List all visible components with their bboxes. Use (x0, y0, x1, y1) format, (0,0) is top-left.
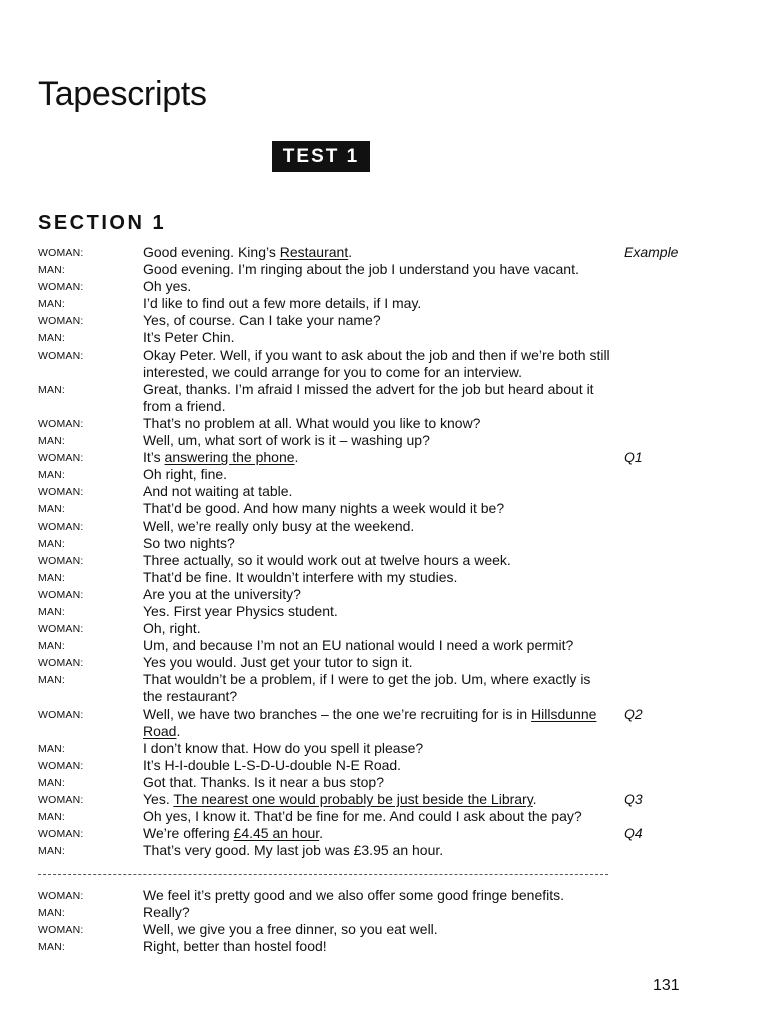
answer-underline: The nearest one would probably be just beside the Library (173, 791, 533, 807)
spoken-text (143, 569, 613, 586)
dialogue-line (38, 535, 738, 552)
dialogue-line (38, 740, 738, 757)
text-segment: So two nights? (143, 534, 235, 551)
text-segment: . (319, 825, 324, 842)
dialogue-line (38, 415, 738, 432)
answer-underline: Hillsdunne Road (143, 705, 597, 739)
spoken-text (143, 261, 613, 278)
text-segment: Yes you would. Just get your tutor to sign it. (143, 654, 413, 671)
text-segment: Are you at the university? (143, 585, 301, 602)
text-segment: Got that. Thanks. Is it near a bus stop? (143, 773, 384, 790)
spoken-text (143, 312, 613, 329)
dialogue-line (38, 295, 738, 312)
question-marker: Example (624, 244, 679, 260)
dialogue-line (38, 500, 738, 517)
text-segment: We’re offering (143, 825, 234, 842)
spoken-text (143, 842, 613, 859)
speaker-label: WOMAN: (38, 349, 84, 362)
dialogue-line (38, 654, 738, 671)
spoken-text (143, 808, 613, 825)
speaker-label: WOMAN: (38, 486, 84, 499)
section-heading: SECTION 1 (38, 212, 167, 234)
text-segment: That’s no problem at all. What would you like to know? (143, 414, 481, 431)
spoken-text (143, 432, 613, 449)
text-segment: It’s H-I-double L-S-D-U-double N-E Road. (143, 756, 402, 773)
spoken-text (143, 938, 613, 955)
text-segment: That wouldn’t be a problem, if I were to get the job. Um, where exactly is the restaurant? (143, 671, 591, 705)
spoken-text (143, 347, 613, 381)
answer-underline: answering the phone (164, 449, 295, 466)
text-segment: . (348, 244, 353, 260)
spoken-text (143, 757, 613, 774)
dialogue-line (38, 261, 738, 278)
text-segment: Great, thanks. I’m afraid I missed the advert for the job but heard about it from a friend. (143, 380, 594, 414)
dialogue-transcript (38, 244, 738, 859)
dialogue-line (38, 706, 738, 740)
speaker-label: WOMAN: (38, 623, 84, 636)
text-segment: Yes, of course. Can I take your name? (143, 312, 381, 329)
speaker-label: WOMAN: (38, 315, 84, 328)
speaker-label: WOMAN: (38, 588, 84, 601)
spoken-text (143, 774, 613, 791)
speaker-label: MAN: (38, 503, 66, 516)
speaker-label: MAN: (38, 941, 66, 954)
dialogue-line (38, 483, 738, 500)
speaker-label: MAN: (38, 674, 66, 687)
text-segment: Okay Peter. Well, if you want to ask about the job and then if we’re both still interested, we could arrange for you to come for an interview. (143, 346, 610, 380)
speaker-label: MAN: (38, 776, 66, 789)
dialogue-line (38, 757, 738, 774)
spoken-text (143, 381, 613, 415)
dialogue-line (38, 637, 738, 654)
spoken-text (143, 791, 613, 808)
spoken-text (143, 466, 613, 483)
spoken-text (143, 483, 613, 500)
text-segment: Yes. First year Physics student. (143, 602, 338, 619)
text-segment: Well, we’re really only busy at the weekend. (143, 517, 415, 534)
speaker-label: WOMAN: (38, 708, 84, 721)
spoken-text (143, 921, 613, 938)
dialogue-line (38, 620, 738, 637)
test-label-badge: TEST 1 (272, 141, 370, 172)
text-segment: Well, we give you a free dinner, so you eat well. (143, 921, 438, 938)
dialogue-line (38, 671, 738, 705)
text-segment: We feel it’s pretty good and we also offer some good fringe benefits. (143, 887, 565, 903)
dialogue-line (38, 432, 738, 449)
dialogue-line (38, 791, 738, 808)
spoken-text (143, 295, 613, 312)
spoken-text (143, 904, 613, 921)
question-marker: Q1 (624, 449, 643, 466)
text-segment: And not waiting at table. (143, 483, 293, 500)
dialogue-line (38, 381, 738, 415)
text-segment: That’s very good. My last job was £3.95 an hour. (143, 842, 444, 859)
speaker-label: WOMAN: (38, 452, 84, 465)
text-segment: Right, better than hostel food! (143, 938, 327, 955)
section-divider (38, 874, 608, 875)
text-segment: It’s (143, 449, 165, 466)
dialogue-line (38, 825, 738, 842)
spoken-text (143, 415, 613, 432)
dialogue-line (38, 774, 738, 791)
dialogue-line (38, 244, 738, 261)
speaker-label: WOMAN: (38, 924, 84, 937)
answer-underline: Restaurant (279, 244, 349, 260)
text-segment: Good evening. I’m ringing about the job I understand you have vacant. (143, 261, 579, 278)
spoken-text (143, 637, 613, 654)
speaker-label: WOMAN: (38, 520, 84, 533)
speaker-label: MAN: (38, 742, 66, 755)
speaker-label: WOMAN: (38, 657, 84, 670)
text-segment: I’d like to find out a few more details, if I may. (143, 295, 422, 312)
spoken-text (143, 654, 613, 671)
spoken-text (143, 278, 613, 295)
dialogue-line (38, 569, 738, 586)
text-segment: Oh right, fine. (143, 466, 228, 483)
dialogue-transcript-continued (38, 887, 738, 955)
speaker-label: WOMAN: (38, 554, 84, 567)
spoken-text (143, 500, 613, 517)
dialogue-line (38, 842, 738, 859)
speaker-label: WOMAN: (38, 281, 84, 294)
dialogue-line (38, 329, 738, 346)
text-segment: I don’t know that. How do you spell it please? (143, 739, 424, 756)
dialogue-line (38, 921, 738, 938)
speaker-label: MAN: (38, 332, 66, 345)
dialogue-line (38, 904, 738, 921)
dialogue-line (38, 552, 738, 569)
dialogue-line (38, 466, 738, 483)
speaker-label: MAN: (38, 298, 66, 311)
page-title: Tapescripts (38, 75, 207, 113)
text-segment: Oh yes. (143, 278, 192, 295)
spoken-text (143, 449, 613, 466)
spoken-text (143, 740, 613, 757)
spoken-text (143, 671, 613, 705)
dialogue-line (38, 312, 738, 329)
text-segment: . (176, 722, 181, 739)
dialogue-line (38, 808, 738, 825)
text-segment: . (532, 791, 537, 807)
spoken-text (143, 586, 613, 603)
text-segment: . (294, 449, 299, 466)
spoken-text (143, 887, 613, 904)
speaker-label: MAN: (38, 435, 66, 448)
speaker-label: MAN: (38, 811, 66, 824)
dialogue-line (38, 449, 738, 466)
speaker-label: MAN: (38, 640, 66, 653)
spoken-text (143, 329, 613, 346)
speaker-label: MAN: (38, 571, 66, 584)
dialogue-line (38, 586, 738, 603)
spoken-text (143, 552, 613, 569)
dialogue-line (38, 938, 738, 955)
spoken-text (143, 603, 613, 620)
text-segment: Well, um, what sort of work is it – washing up? (143, 432, 430, 449)
speaker-label: WOMAN: (38, 417, 84, 430)
answer-underline: £4.45 an hour (233, 825, 320, 842)
question-marker: Q3 (624, 791, 643, 807)
speaker-label: WOMAN: (38, 890, 84, 902)
speaker-label: WOMAN: (38, 828, 84, 841)
spoken-text (143, 244, 613, 261)
spoken-text (143, 518, 613, 535)
spoken-text (143, 825, 613, 842)
speaker-label: MAN: (38, 605, 66, 618)
speaker-label: MAN: (38, 469, 66, 482)
speaker-label: MAN: (38, 383, 66, 396)
speaker-label: MAN: (38, 537, 66, 550)
spoken-text (143, 535, 613, 552)
speaker-label: MAN: (38, 845, 66, 858)
text-segment: It’s Peter Chin. (143, 329, 235, 346)
page-number: 131 (653, 977, 680, 994)
text-segment: Um, and because I’m not an EU national would I need a work permit? (143, 637, 574, 654)
speaker-label: WOMAN: (38, 247, 84, 259)
question-marker: Q2 (624, 705, 643, 722)
speaker-label: MAN: (38, 264, 66, 277)
text-segment: Really? (143, 904, 190, 921)
text-segment: Oh, right. (143, 620, 201, 637)
text-segment: Oh yes, I know it. That’d be fine for me. And could I ask about the pay? (143, 808, 582, 825)
dialogue-line (38, 603, 738, 620)
dialogue-line (38, 518, 738, 535)
text-segment: That’d be good. And how many nights a week would it be? (143, 500, 505, 517)
speaker-label: WOMAN: (38, 759, 84, 772)
speaker-label: WOMAN: (38, 794, 84, 806)
dialogue-line (38, 347, 738, 381)
spoken-text (143, 706, 613, 740)
text-segment: Three actually, so it would work out at twelve hours a week. (143, 551, 511, 568)
dialogue-line (38, 887, 738, 904)
dialogue-line (38, 278, 738, 295)
text-segment: Yes. (143, 791, 174, 807)
text-segment: Good evening. King’s (143, 244, 280, 260)
speaker-label: MAN: (38, 907, 66, 920)
question-marker: Q4 (624, 825, 643, 842)
spoken-text (143, 620, 613, 637)
text-segment: That’d be fine. It wouldn’t interfere with my studies. (143, 568, 458, 585)
text-segment: Well, we have two branches – the one we’re recruiting for is in (143, 705, 532, 722)
